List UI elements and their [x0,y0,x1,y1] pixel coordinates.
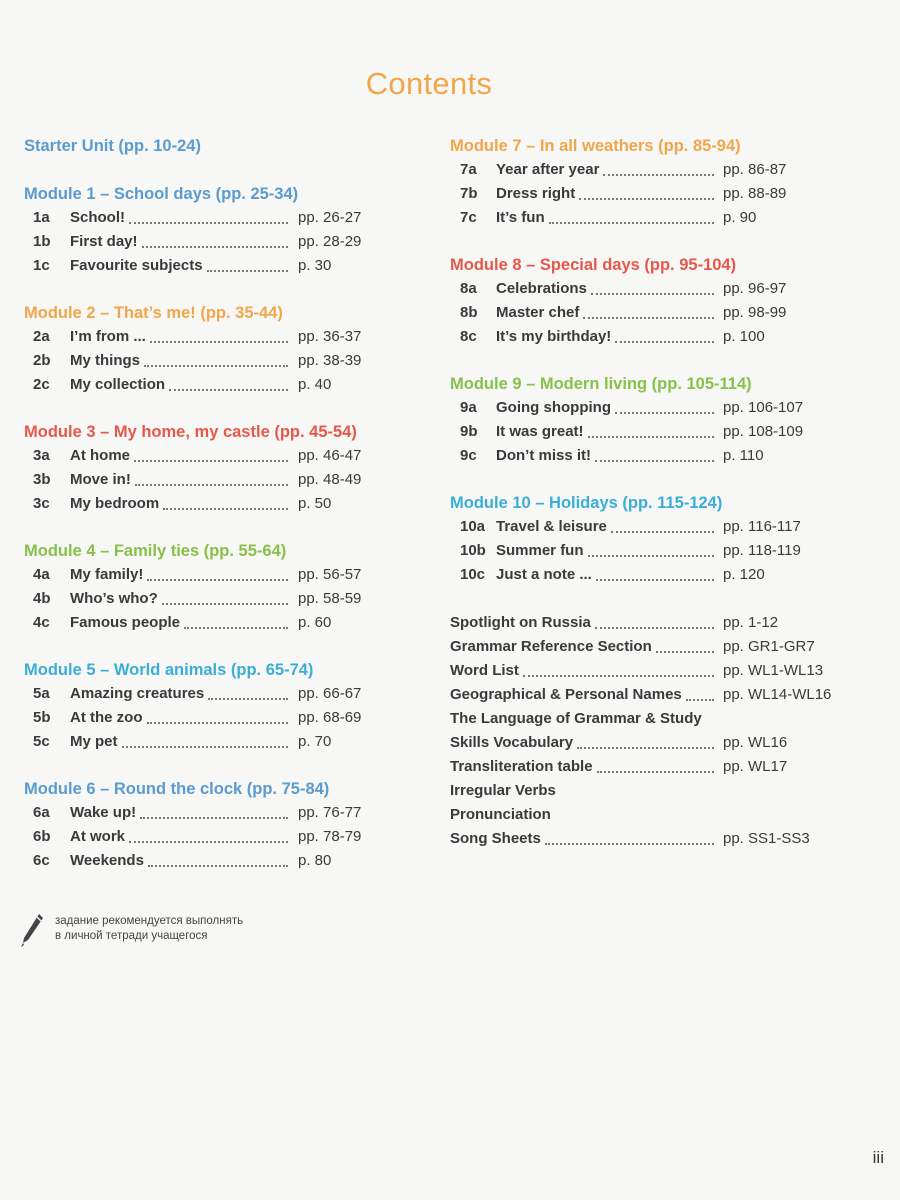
lesson-pages: p. 100 [723,328,765,345]
lesson-title: Just a note ... [496,566,592,583]
module-heading: Module 10 – Holidays (pp. 115-124) [450,494,723,512]
lesson-code: 4c [33,614,50,631]
lesson-row [24,614,424,636]
extra-title: Spotlight on Russia [450,614,591,631]
lesson-row [450,399,850,421]
extra-title: Transliteration table [450,758,593,775]
lesson-pages: pp. 48-49 [298,471,362,488]
lesson-row [450,518,850,540]
lesson-row [24,328,424,350]
lesson-title: Don’t miss it! [496,447,592,464]
module-heading: Module 4 – Family ties (pp. 55-64) [24,542,287,560]
extra-entry [450,830,850,852]
note-line-2: в личной тетради учащегося [55,930,208,942]
lesson-code: 2c [33,376,50,393]
leader-dots [595,460,714,462]
extra-entry [450,806,850,828]
lesson-pages: pp. 66-67 [298,685,362,702]
lesson-title: It’s my birthday! [496,328,612,345]
lesson-code: 1b [33,233,51,250]
lesson-title: At home [70,447,130,464]
lesson-row [24,804,424,826]
lesson-code: 7a [460,161,477,178]
module-heading: Module 3 – My home, my castle (pp. 45-54) [24,423,357,441]
lesson-row [24,233,424,255]
lesson-pages: p. 110 [723,447,764,464]
lesson-row [450,185,850,207]
lesson-code: 3a [33,447,50,464]
lesson-title: Favourite subjects [70,257,203,274]
lesson-row [24,685,424,707]
lesson-code: 6a [33,804,50,821]
lesson-pages: pp. 106-107 [723,399,804,416]
extra-pages: pp. GR1-GR7 [723,638,815,655]
lesson-row [24,495,424,517]
leader-dots [595,627,714,629]
lesson-code: 6b [33,828,51,845]
leader-dots [140,817,288,819]
module-heading: Module 6 – Round the clock (pp. 75-84) [24,780,330,798]
extra-entry [450,662,850,684]
lesson-pages: pp. 28-29 [298,233,362,250]
lesson-code: 9c [460,447,477,464]
pen-icon [20,912,44,953]
lesson-pages: pp. 26-27 [298,209,362,226]
leader-dots [615,412,714,414]
extra-entry [450,614,850,636]
module-heading: Module 1 – School days (pp. 25-34) [24,185,299,203]
lesson-code: 10a [460,518,486,535]
lesson-title: My bedroom [70,495,160,512]
leader-dots [588,555,714,557]
extra-title: Geographical & Personal Names [450,686,682,703]
extra-entry [450,710,850,732]
leader-dots [596,579,714,581]
lesson-title: My family! [70,566,144,583]
lesson-title: School! [70,209,125,226]
lesson-row [450,566,850,588]
leader-dots [148,865,288,867]
lesson-pages: p. 90 [723,209,757,226]
extra-entry [450,638,850,660]
leader-dots [549,222,714,224]
lesson-code: 8b [460,304,478,321]
lesson-title: Amazing creatures [70,685,205,702]
page-number: iii [872,1148,884,1167]
lesson-code: 6c [33,852,50,869]
leader-dots [169,389,288,391]
leader-dots [147,722,288,724]
leader-dots [615,341,714,343]
extra-title: Skills Vocabulary [450,734,574,751]
lesson-title: Celebrations [496,280,587,297]
leader-dots [208,698,288,700]
leader-dots [611,531,714,533]
lesson-pages: p. 80 [298,852,332,869]
lesson-title: Weekends [70,852,144,869]
extra-pages: pp. WL14-WL16 [723,686,832,703]
lesson-title: It was great! [496,423,584,440]
lesson-pages: pp. 38-39 [298,352,362,369]
leader-dots [686,699,714,701]
module-heading: Module 2 – That’s me! (pp. 35-44) [24,304,283,322]
extra-entry [450,758,850,780]
lesson-pages: p. 30 [298,257,332,274]
lesson-pages: p. 70 [298,733,332,750]
lesson-row [450,423,850,445]
lesson-code: 2b [33,352,51,369]
leader-dots [144,365,288,367]
leader-dots [147,579,288,581]
lesson-code: 7b [460,185,478,202]
lesson-pages: pp. 76-77 [298,804,362,821]
lesson-title: Travel & leisure [496,518,607,535]
leader-dots [545,843,714,845]
extra-title: Song Sheets [450,830,541,847]
leader-dots [134,460,288,462]
lesson-code: 2a [33,328,50,345]
leader-dots [603,174,714,176]
lesson-row [24,352,424,374]
lesson-code: 7c [460,209,477,226]
page-title: Contents [365,66,493,101]
lesson-row [450,542,850,564]
leader-dots [597,771,714,773]
lesson-row [24,709,424,731]
extra-entry [450,782,850,804]
lesson-row [24,257,424,279]
lesson-row [450,328,850,350]
module-heading: Module 5 – World animals (pp. 65-74) [24,661,314,679]
lesson-row [24,209,424,231]
lesson-code: 5b [33,709,51,726]
lesson-title: First day! [70,233,138,250]
lesson-row [450,447,850,469]
lesson-title: At the zoo [70,709,143,726]
lesson-title: I’m from ... [70,328,146,345]
leader-dots [588,436,714,438]
lesson-code: 3c [33,495,50,512]
leader-dots [656,651,714,653]
lesson-title: Going shopping [496,399,611,416]
extra-pages: pp. WL17 [723,758,788,775]
lesson-pages: pp. 58-59 [298,590,362,607]
lesson-pages: p. 50 [298,495,332,512]
lesson-row [24,376,424,398]
leader-dots [163,508,288,510]
leader-dots [142,246,288,248]
lesson-row [24,590,424,612]
lesson-pages: p. 60 [298,614,332,631]
lesson-row [24,447,424,469]
lesson-title: Dress right [496,185,576,202]
lesson-row [24,471,424,493]
lesson-row [24,566,424,588]
lesson-row [450,304,850,326]
leader-dots [577,747,714,749]
leader-dots [150,341,288,343]
leader-dots [207,270,288,272]
leader-dots [184,627,288,629]
lesson-row [24,733,424,755]
lesson-title: Who’s who? [70,590,158,607]
module-heading: Module 8 – Special days (pp. 95-104) [450,256,737,274]
extra-title: The Language of Grammar & Study [450,710,702,727]
lesson-title: Move in! [70,471,131,488]
extra-title: Pronunciation [450,806,551,823]
leader-dots [129,222,288,224]
lesson-row [24,852,424,874]
lesson-pages: pp. 116-117 [723,518,801,535]
lesson-pages: pp. 36-37 [298,328,362,345]
lesson-pages: pp. 96-97 [723,280,787,297]
lesson-row [24,828,424,850]
leader-dots [579,198,714,200]
lesson-code: 8a [460,280,477,297]
module-heading: Module 9 – Modern living (pp. 105-114) [450,375,752,393]
lesson-code: 5c [33,733,50,750]
lesson-pages: pp. 78-79 [298,828,362,845]
leader-dots [122,746,288,748]
lesson-title: Year after year [496,161,600,178]
lesson-title: At work [70,828,126,845]
extra-title: Grammar Reference Section [450,638,652,655]
lesson-code: 8c [460,328,477,345]
lesson-pages: pp. 68-69 [298,709,362,726]
leader-dots [591,293,714,295]
lesson-pages: pp. 56-57 [298,566,362,583]
lesson-title: It’s fun [496,209,545,226]
lesson-title: My pet [70,733,118,750]
lesson-pages: pp. 86-87 [723,161,787,178]
extra-pages: pp. WL1-WL13 [723,662,824,679]
lesson-title: My things [70,352,140,369]
lesson-code: 3b [33,471,51,488]
workbook-note [20,912,320,952]
lesson-code: 1c [33,257,50,274]
lesson-pages: pp. 98-99 [723,304,787,321]
lesson-code: 10b [460,542,486,559]
lesson-title: Famous people [70,614,181,631]
extra-title: Irregular Verbs [450,782,556,799]
lesson-title: Summer fun [496,542,584,559]
leader-dots [523,675,714,677]
lesson-pages: p. 120 [723,566,765,583]
lesson-code: 4b [33,590,51,607]
lesson-row [450,280,850,302]
starter-unit-heading: Starter Unit (pp. 10-24) [24,137,201,155]
lesson-row [450,209,850,231]
leader-dots [129,841,288,843]
extra-pages: pp. 1-12 [723,614,779,631]
lesson-code: 9b [460,423,478,440]
lesson-title: Wake up! [70,804,137,821]
lesson-pages: pp. 88-89 [723,185,787,202]
extra-title: Word List [450,662,519,679]
extra-entry [450,734,850,756]
lesson-code: 9a [460,399,477,416]
leader-dots [162,603,288,605]
leader-dots [135,484,288,486]
lesson-code: 5a [33,685,50,702]
lesson-title: My collection [70,376,166,393]
extra-entry [450,686,850,708]
lesson-pages: pp. 108-109 [723,423,804,440]
lesson-pages: pp. 118-119 [723,542,801,559]
lesson-code: 4a [33,566,50,583]
lesson-row [450,161,850,183]
lesson-pages: pp. 46-47 [298,447,362,464]
lesson-pages: p. 40 [298,376,332,393]
module-heading: Module 7 – In all weathers (pp. 85-94) [450,137,741,155]
lesson-code: 10c [460,566,486,583]
note-line-1: задание рекомендуется выполнять [55,915,244,927]
lesson-code: 1a [33,209,50,226]
extra-pages: pp. SS1-SS3 [723,830,810,847]
lesson-title: Master chef [496,304,580,321]
leader-dots [583,317,714,319]
extra-pages: pp. WL16 [723,734,788,751]
